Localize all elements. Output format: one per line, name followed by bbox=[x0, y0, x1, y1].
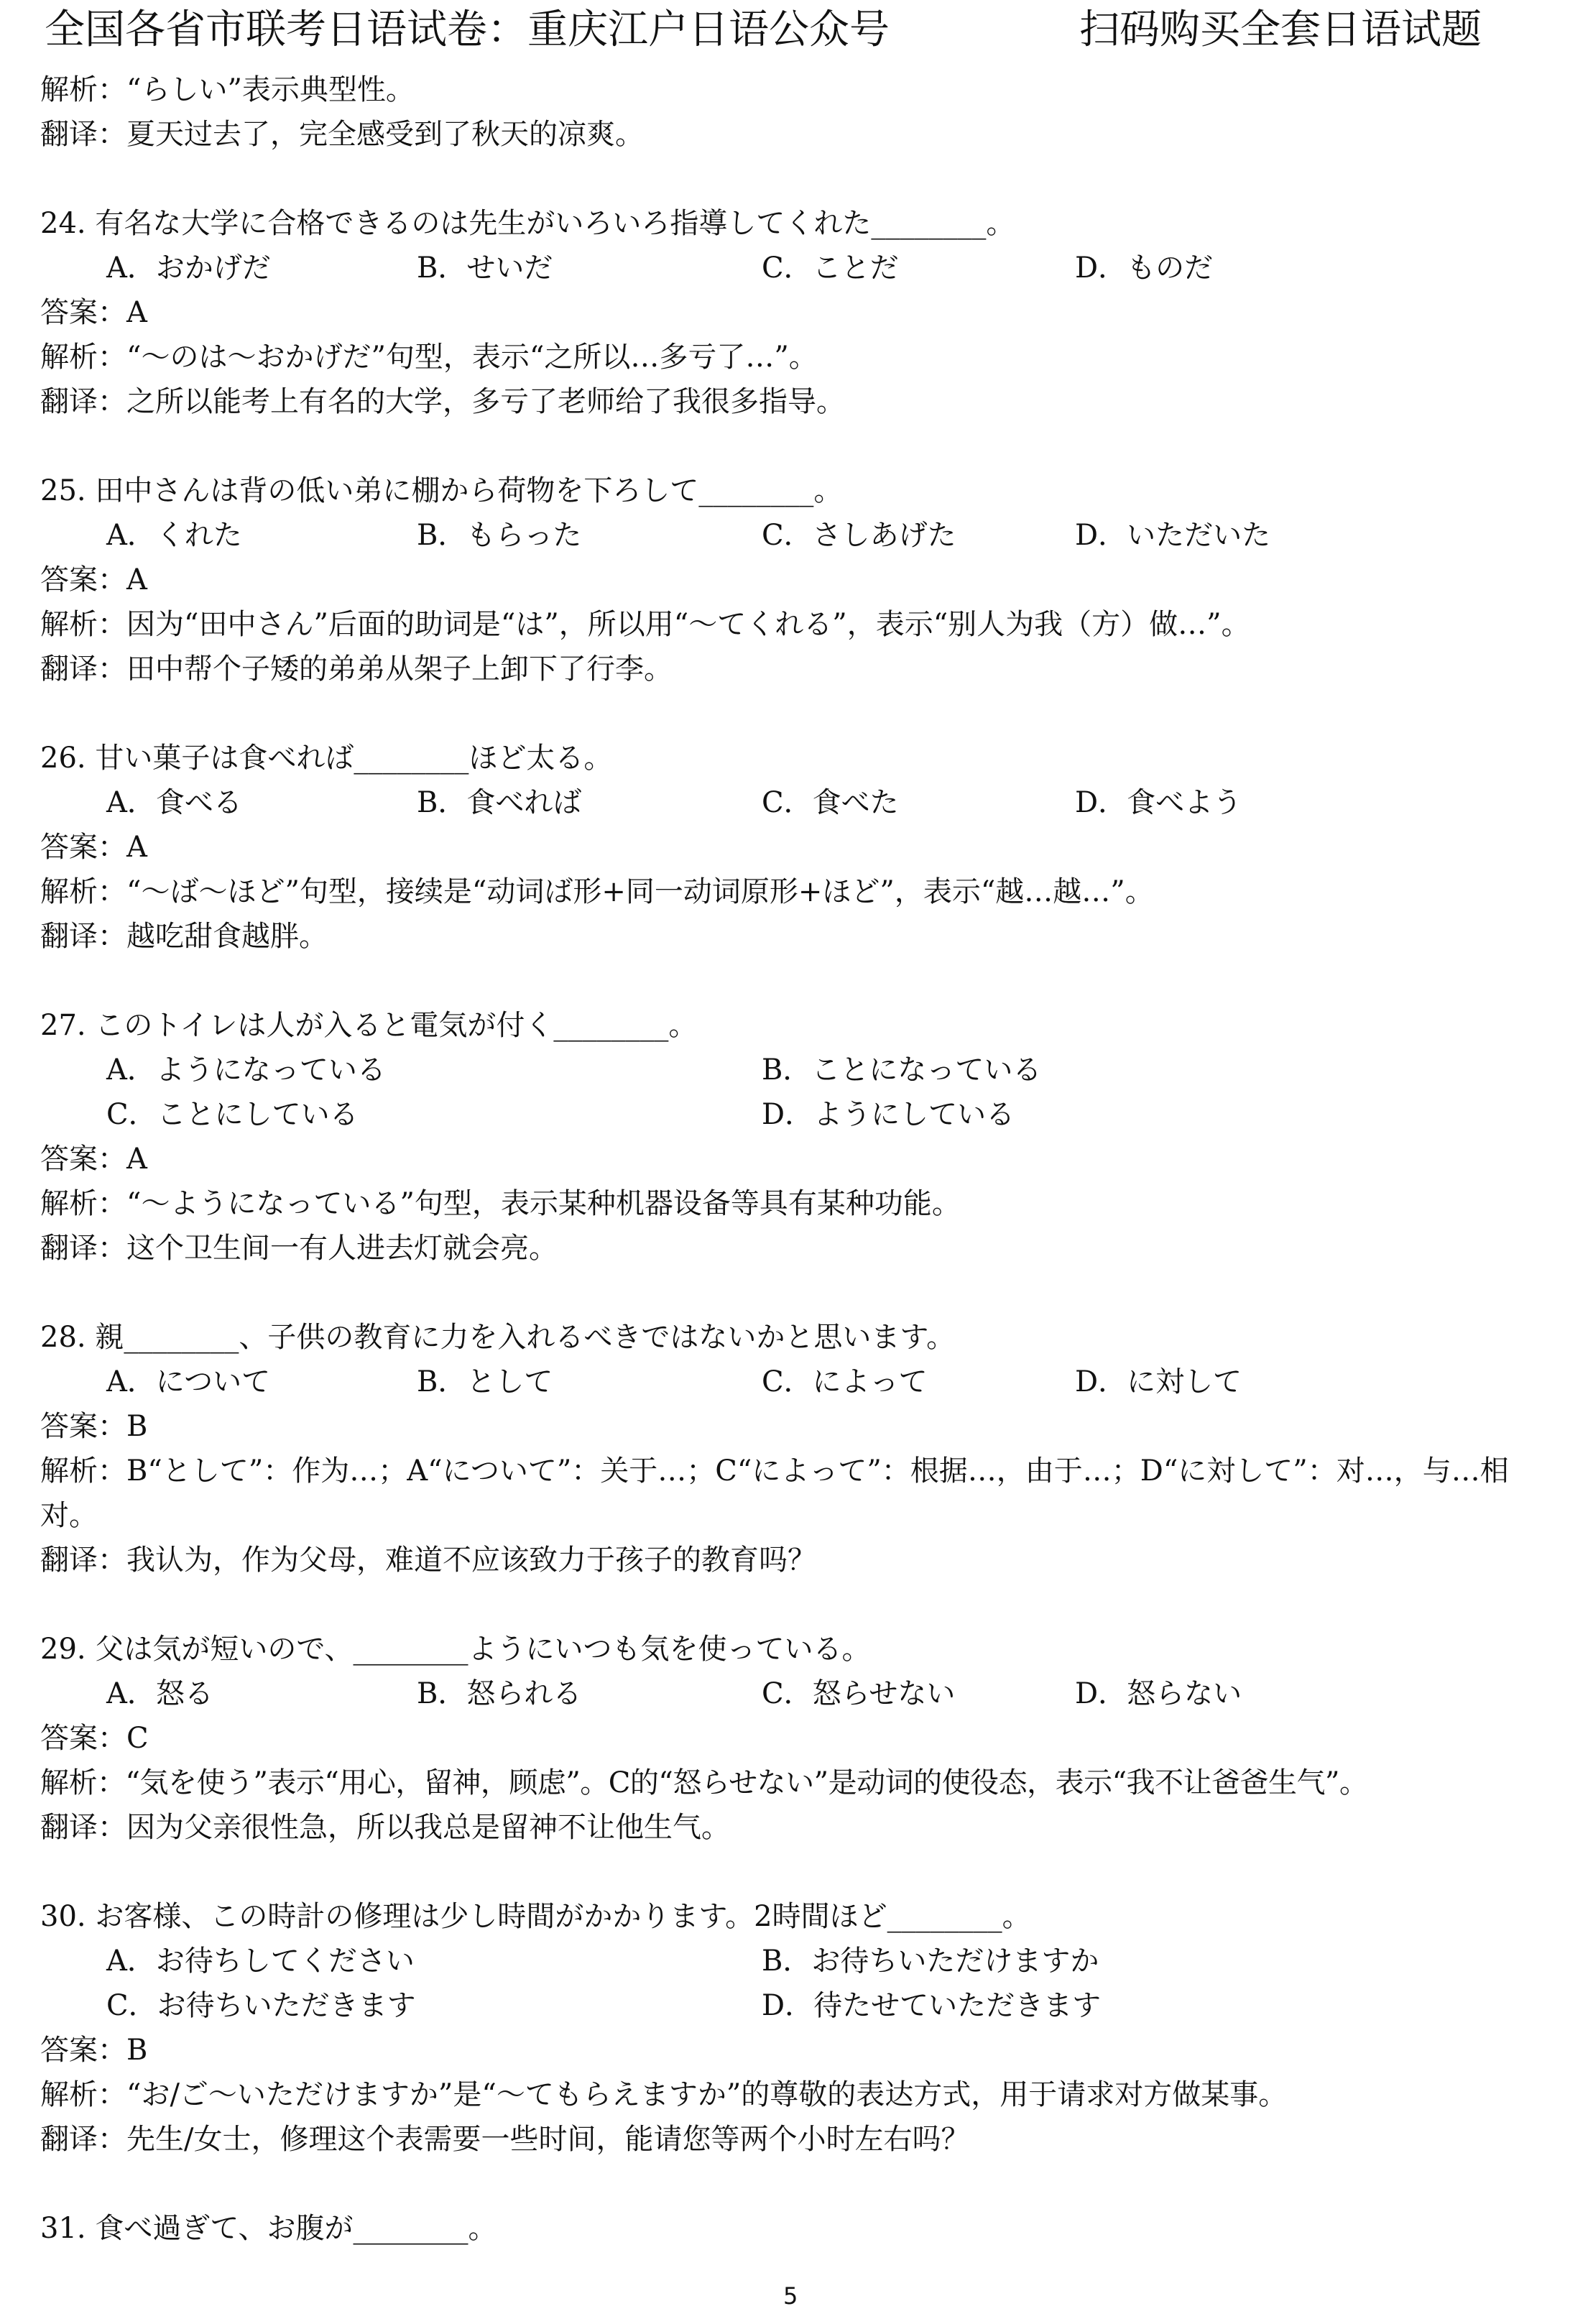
question-stem: 26. 甘い菓子は食べれば________ほど太る。 bbox=[40, 742, 613, 775]
option-a: A．くれた bbox=[106, 519, 242, 552]
options-row bbox=[40, 1983, 1564, 2028]
options-row bbox=[40, 1048, 1564, 1092]
option-b: B．食べれば bbox=[417, 786, 582, 819]
option-d: D．に対して bbox=[1075, 1365, 1242, 1398]
translation-line: 翻译：因为父亲很性急，所以我总是留神不让他生气。 bbox=[40, 1811, 730, 1844]
translation-line: 翻译：田中帮个子矮的弟弟从架子上卸下了行李。 bbox=[40, 653, 673, 686]
answer-line: 答案：B bbox=[40, 2034, 148, 2067]
option-c: C．食べた bbox=[762, 786, 899, 819]
question-26 bbox=[40, 736, 1564, 959]
question-29 bbox=[40, 1627, 1564, 1850]
answer-line: 答案：A bbox=[40, 1143, 147, 1176]
option-b: B．ことになっている bbox=[762, 1053, 1042, 1087]
option-c: C．怒らせない bbox=[762, 1677, 956, 1710]
question-24 bbox=[40, 201, 1564, 424]
option-d: D．食べよう bbox=[1075, 786, 1242, 819]
question-stem: 25. 田中さんは背の低い弟に棚から荷物を下ろして________。 bbox=[40, 474, 843, 507]
question-31 bbox=[40, 2206, 1564, 2251]
analysis-line: 解析：“らしい”表示典型性。 bbox=[40, 73, 415, 106]
option-d: D．怒らない bbox=[1075, 1677, 1242, 1710]
option-d: D．ものだ bbox=[1075, 252, 1214, 285]
answer-line: 答案：B bbox=[40, 1410, 148, 1443]
option-a: A．怒る bbox=[106, 1677, 213, 1710]
analysis-line: 解析：“～のは～おかげだ”句型，表示“之所以…多亏了…”。 bbox=[40, 341, 818, 374]
options-row bbox=[40, 1939, 1564, 1983]
header-title: 全国各省市联考日语试卷：重庆江户日语公众号 bbox=[45, 6, 890, 53]
option-a: A．食べる bbox=[106, 786, 242, 819]
option-a: A．について bbox=[106, 1365, 271, 1398]
analysis-line: 解析：“お/ご～いただけますか”是“～てもらえますか”的尊敬的表达方式，用于请求对方做某事。 bbox=[40, 2078, 1288, 2111]
option-a: A．ようになっている bbox=[106, 1053, 386, 1087]
option-d: D．ようにしている bbox=[762, 1098, 1015, 1131]
analysis-line: 解析：“～ば～ほど”句型，接续是“动词ば形+同一动词原形+ほど”，表示“越…越…”。 bbox=[40, 875, 1154, 908]
translation-line: 翻译：先生/女士，修理这个表需要一些时间，能请您等两个小时左右吗？ bbox=[40, 2123, 970, 2156]
question-27 bbox=[40, 1003, 1564, 1271]
analysis-line: 解析：B“として”：作为…；A“について”：关于…；C“によって”：根据…，由于…；D“に対して”：对…，与…相对。 bbox=[40, 1454, 1509, 1532]
options-row bbox=[40, 780, 1564, 825]
question-stem: 28. 親________、子供の教育に力を入れるべきではないかと思います。 bbox=[40, 1321, 956, 1354]
options-row bbox=[40, 1092, 1564, 1137]
option-c: C．ことだ bbox=[762, 252, 899, 285]
options-row bbox=[40, 1360, 1564, 1404]
option-d: D．いただいた bbox=[1075, 519, 1271, 552]
question-stem: 24. 有名な大学に合格できるのは先生がいろいろ指導してくれた________。 bbox=[40, 207, 1015, 240]
question-stem: 27. このトイレは人が入ると電気が付く________。 bbox=[40, 1009, 698, 1042]
header-promo: 扫码购买全套日语试题 bbox=[1079, 6, 1482, 53]
page-header bbox=[45, 1, 1554, 59]
option-c: C．ことにしている bbox=[106, 1098, 359, 1131]
option-b: B．もらった bbox=[417, 519, 582, 552]
answer-line: 答案：A bbox=[40, 296, 147, 329]
question-25 bbox=[40, 469, 1564, 691]
translation-line: 翻译：我认为，作为父母，难道不应该致力于孩子的教育吗？ bbox=[40, 1544, 816, 1577]
options-row bbox=[40, 1671, 1564, 1716]
option-c: C．さしあげた bbox=[762, 519, 956, 552]
option-a: A．おかげだ bbox=[106, 252, 271, 285]
questions-list bbox=[40, 201, 1564, 2295]
question-stem: 29. 父は気が短いので、________ようにいつも気を使っている。 bbox=[40, 1633, 871, 1666]
option-d: D．待たせていただきます bbox=[762, 1989, 1102, 2022]
option-b: B．せいだ bbox=[417, 252, 553, 285]
answer-line: 答案：C bbox=[40, 1722, 149, 1755]
translation-line: 翻译：越吃甜食越胖。 bbox=[40, 920, 328, 953]
question-28 bbox=[40, 1315, 1564, 1582]
option-c: C．によって bbox=[762, 1365, 928, 1398]
question-stem: 30. お客様、この時計の修理は少し時間がかかります。2時間ほど________。 bbox=[40, 1900, 1031, 1933]
previous-question-tail bbox=[40, 68, 1564, 157]
answer-line: 答案：A bbox=[40, 563, 147, 596]
translation-line: 翻译：这个卫生间一有人进去灯就会亮。 bbox=[40, 1232, 558, 1265]
options-row bbox=[40, 513, 1564, 558]
translation-line: 翻译：之所以能考上有名的大学，多亏了老师给了我很多指导。 bbox=[40, 385, 845, 418]
page-number: 5 bbox=[783, 2282, 798, 2310]
analysis-line: 解析：因为“田中さん”后面的助词是“は”，所以用“～てくれる”，表示“别人为我（方）做…”。 bbox=[40, 608, 1250, 641]
option-b: B．として bbox=[417, 1365, 553, 1398]
option-a: A．お待ちしてください bbox=[106, 1945, 415, 1978]
question-30 bbox=[40, 1894, 1564, 2162]
translation-line: 翻译：夏天过去了，完全感受到了秋天的凉爽。 bbox=[40, 118, 644, 151]
option-b: B．怒られる bbox=[417, 1677, 582, 1710]
analysis-line: 解析：“気を使う”表示“用心，留神，顾虑”。C的“怒らせない”是动词的使役态，表示“我不让爸爸生气”。 bbox=[40, 1766, 1368, 1799]
option-b: B．お待ちいただけますか bbox=[762, 1945, 1099, 1978]
options-row bbox=[40, 246, 1564, 290]
analysis-line: 解析：“～ようになっている”句型，表示某种机器设备等具有某种功能。 bbox=[40, 1187, 961, 1220]
question-stem: 31. 食べ過ぎて、お腹が________。 bbox=[40, 2212, 497, 2245]
option-c: C．お待ちいただきます bbox=[106, 1989, 416, 2022]
answer-line: 答案：A bbox=[40, 831, 147, 864]
